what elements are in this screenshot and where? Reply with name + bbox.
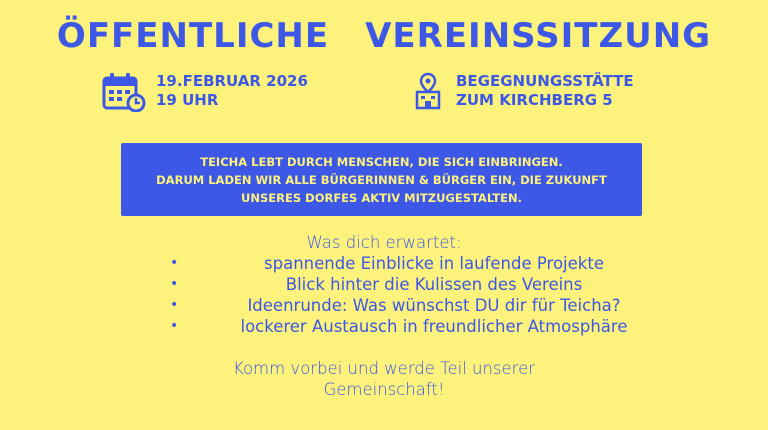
closing-text <box>0 358 768 400</box>
calendar-clock-icon <box>102 72 146 116</box>
bullet-icon: • <box>170 318 179 334</box>
bullet-icon: • <box>170 276 179 292</box>
list-item-text: Blick hinter die Kulissen des Vereins <box>285 275 583 294</box>
list-item <box>168 316 658 337</box>
list-item-text: spannende Einblicke in laufende Projekte <box>264 254 604 273</box>
banner-line-3: UNSERES DORFES AKTIV MITZUGESTALTEN. <box>241 190 522 205</box>
title-word-2: VEREINSSITZUNG <box>365 16 712 56</box>
expect-list <box>168 253 658 337</box>
closing-line-1: Komm vorbei und werde Teil unserer <box>232 359 536 378</box>
banner-line-1: TEICHA LEBT DURCH MENSCHEN, DIE SICH EINBRINGEN. <box>200 154 563 169</box>
building-pin-icon <box>410 72 446 116</box>
list-item-text: Ideenrunde: Was wünschst DU dir für Teicha? <box>247 296 621 315</box>
event-date-block <box>102 72 308 116</box>
closing-line-2: Gemeinschaft! <box>323 380 445 399</box>
event-time: 19 UHR <box>156 91 219 109</box>
location-line-1: BEGEGNUNGSSTÄTTE <box>456 72 634 90</box>
list-item <box>168 253 658 274</box>
list-item-text: lockerer Austausch in freundlicher Atmosphäre <box>240 317 628 336</box>
location-line-2: ZUM KIRCHBERG 5 <box>456 91 613 109</box>
expect-heading: Was dich erwartet: <box>306 233 462 252</box>
invitation-banner <box>121 143 642 216</box>
bullet-icon: • <box>170 255 179 271</box>
list-item <box>168 274 658 295</box>
bullet-icon: • <box>170 297 179 313</box>
event-date: 19.FEBRUAR 2026 <box>156 72 308 90</box>
banner-line-2: DARUM LADEN WIR ALLE BÜRGERINNEN & BÜRGER EIN, DIE ZUKUNFT <box>156 172 607 187</box>
title-word-1: ÖFFENTLICHE <box>56 16 330 56</box>
list-item <box>168 295 658 316</box>
event-location-block <box>410 72 634 116</box>
page-title <box>0 16 768 56</box>
